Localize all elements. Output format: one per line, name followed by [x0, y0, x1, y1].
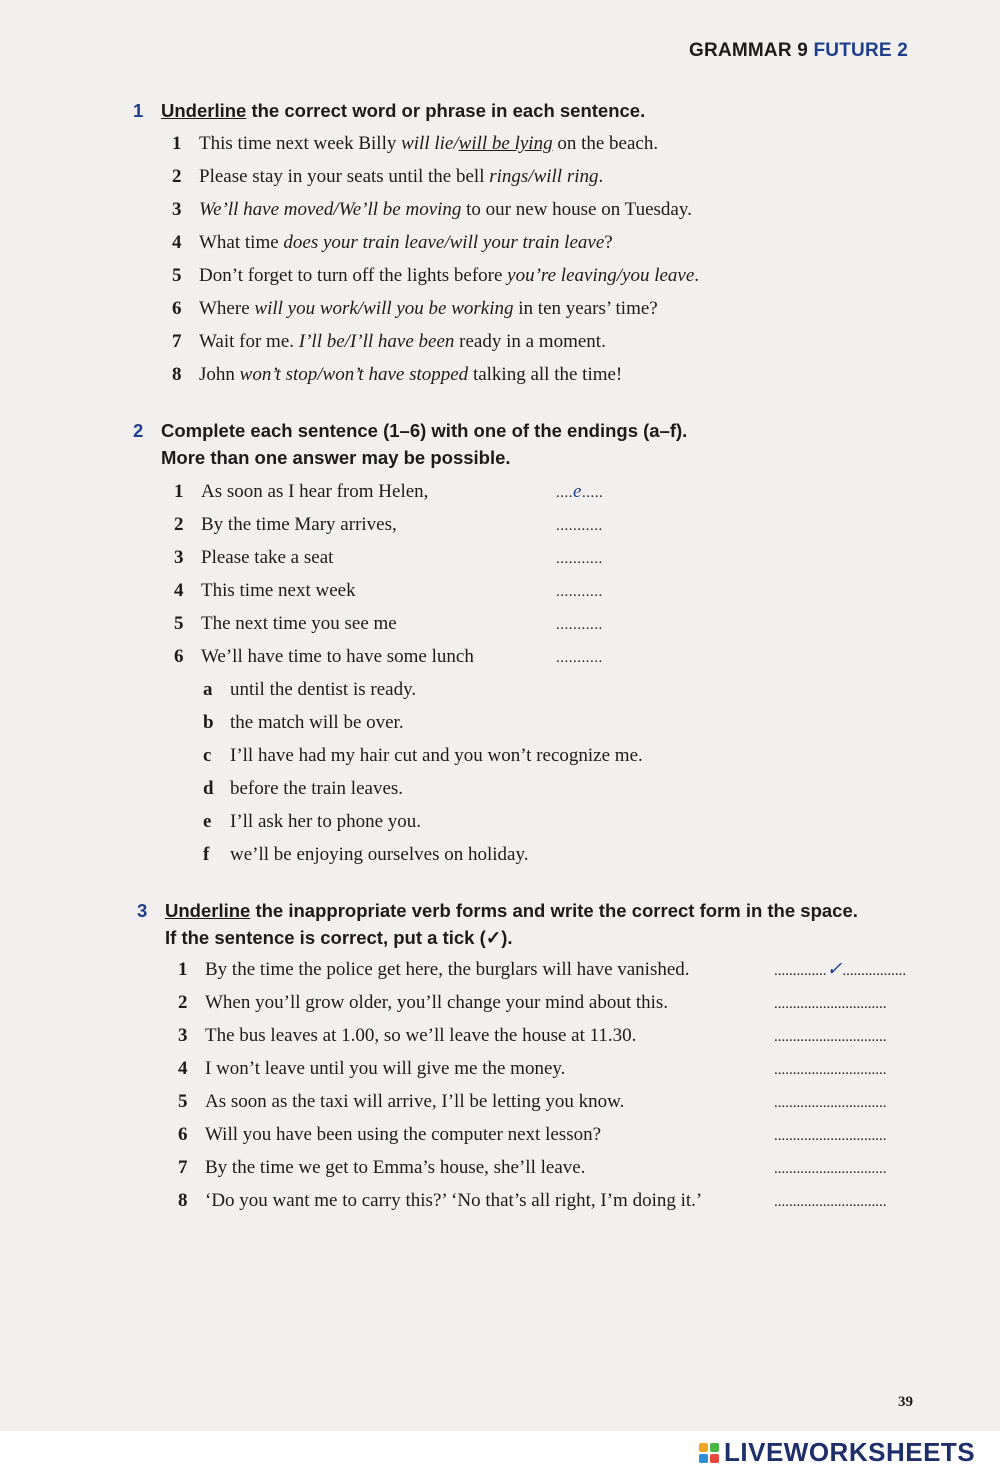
brand-logo [698, 1437, 975, 1468]
ex2-item [174, 513, 397, 537]
ending-text: I’ll have had my hair cut and you won’t recognize me. [230, 745, 643, 766]
item-text: The bus leaves at 1.00, so we’ll leave the house at 11.30. [205, 1025, 637, 1046]
ex3-instruction-line2: If the sentence is correct, put a tick (✓). [165, 927, 513, 948]
answer-blank[interactable] [556, 482, 603, 503]
answer-blank[interactable] [556, 515, 603, 536]
item-text-end: . [598, 166, 604, 187]
ex1-item [172, 198, 692, 222]
ex1-item [172, 264, 699, 288]
item-number: 7 [172, 331, 182, 352]
ex2-ending [203, 711, 404, 735]
ex1-instruction-rest: the correct word or phrase in each sentence. [246, 100, 646, 121]
blank-dots: .............................. [774, 1128, 887, 1144]
answer-blank[interactable] [774, 1158, 887, 1179]
answer-blank[interactable] [556, 647, 603, 668]
item-text: This time next week Billy [199, 133, 402, 154]
ending-text: until the dentist is ready. [230, 679, 417, 700]
header-accent: FUTURE 2 [813, 40, 908, 61]
item-text-end: on the beach. [552, 133, 659, 154]
item-number: 2 [178, 992, 188, 1013]
item-text: Wait for me. [199, 331, 299, 352]
ex1-item [172, 297, 658, 321]
item-choice[interactable]: I’ll be/I’ll have been [298, 331, 455, 352]
page-number: 39 [898, 1394, 913, 1410]
ending-letter: b [203, 712, 214, 733]
ex1-item [172, 330, 606, 354]
item-text: Don’t forget to turn off the lights before [199, 265, 508, 286]
ex1-item [172, 132, 658, 156]
blank-dots: .............................. [774, 1062, 887, 1078]
item-text: As soon as I hear from Helen, [201, 481, 429, 502]
item-choice-underlined[interactable]: will be lying [458, 133, 553, 154]
item-text: We’ll have time to have some lunch [201, 646, 474, 667]
ex1-item [172, 165, 603, 189]
item-text: The next time you see me [201, 613, 397, 634]
item-number: 6 [178, 1124, 188, 1145]
blank-dots: ........... [556, 617, 603, 633]
ex2-instruction [133, 417, 687, 471]
ex3-instruction-underline: Underline [165, 900, 251, 921]
ex3-item [178, 991, 668, 1015]
liveworksheets-logo-icon [698, 1442, 720, 1464]
ex2-item [174, 480, 428, 504]
item-number: 8 [178, 1190, 188, 1211]
item-text-end: ready in a moment. [454, 331, 606, 352]
item-text: As soon as the taxi will arrive, I’ll be letting you know. [205, 1091, 625, 1112]
ex1-item [172, 231, 613, 255]
item-choice[interactable]: won’t stop/won’t have stopped [239, 364, 469, 385]
blank-dots: .............................. [774, 1194, 887, 1210]
blank-dots: .............................. [774, 1029, 887, 1045]
item-number: 6 [172, 298, 182, 319]
item-text: By the time the police get here, the burglars will have vanished. [205, 959, 690, 980]
item-number: 4 [174, 580, 184, 601]
ex2-ending [203, 843, 528, 867]
ending-letter: c [203, 745, 212, 766]
ex3-item [178, 1123, 601, 1147]
item-text: ‘Do you want me to carry this?’ ‘No that’s all right, I’m doing it.’ [205, 1190, 703, 1211]
answer-blank[interactable] [556, 548, 603, 569]
handwritten-answer: ✓ [826, 959, 843, 980]
answer-blank[interactable] [556, 581, 603, 602]
item-number: 1 [172, 133, 182, 154]
item-number: 3 [178, 1025, 188, 1046]
blank-dots: ........... [556, 518, 603, 534]
ending-text: before the train leaves. [230, 778, 404, 799]
ex1-instruction [133, 97, 645, 124]
ending-letter: f [203, 844, 210, 865]
item-choice[interactable]: will lie/ [401, 133, 459, 154]
item-number: 7 [178, 1157, 188, 1178]
ex2-item [174, 546, 333, 570]
item-text: When you’ll grow older, you’ll change your mind about this. [205, 992, 669, 1013]
ex2-item [174, 612, 397, 636]
ex1-instruction-underline: Underline [161, 100, 247, 121]
ex2-ending [203, 678, 416, 702]
page-header [689, 40, 908, 62]
ex1-number: 1 [133, 100, 144, 121]
ex2-instruction-line1: Complete each sentence (1–6) with one of the endings (a–f). [161, 420, 688, 441]
answer-blank[interactable] [774, 1026, 887, 1047]
blank-dots: .............. [774, 963, 827, 979]
item-number: 2 [174, 514, 184, 535]
item-number: 1 [178, 959, 188, 980]
item-text: This time next week [201, 580, 356, 601]
item-text: Please stay in your seats until the bell [199, 166, 490, 187]
item-text: By the time Mary arrives, [201, 514, 397, 535]
answer-blank[interactable] [774, 1092, 887, 1113]
ex2-ending [203, 810, 421, 834]
ex2-instruction-line2: More than one answer may be possible. [161, 447, 511, 468]
header-main: GRAMMAR 9 [689, 40, 809, 61]
item-text-end: . [694, 265, 700, 286]
ex2-item [174, 645, 474, 669]
item-text: John [199, 364, 240, 385]
item-number: 1 [174, 481, 184, 502]
handwritten-answer: e [573, 481, 582, 502]
item-choice[interactable]: We’ll have moved/We’ll be moving [199, 199, 462, 220]
item-text: What time [199, 232, 284, 253]
item-number: 5 [172, 265, 182, 286]
ending-letter: d [203, 778, 214, 799]
ex1-item [172, 363, 622, 387]
blank-dots: .... [556, 485, 573, 501]
ex3-item [178, 1156, 585, 1180]
ex2-item [174, 579, 356, 603]
blank-dots: ........... [556, 584, 603, 600]
ex2-number: 2 [133, 420, 144, 441]
answer-blank[interactable] [774, 1191, 887, 1212]
item-number: 3 [174, 547, 184, 568]
ex3-item [178, 1024, 636, 1048]
answer-blank[interactable] [556, 614, 603, 635]
blank-dots: ..... [581, 485, 604, 501]
ex2-ending [203, 777, 403, 801]
blank-dots: .............................. [774, 1095, 887, 1111]
item-choice[interactable]: does your train leave/will your train leave [283, 232, 605, 253]
item-choice[interactable]: will you work/will you be working [254, 298, 514, 319]
answer-blank[interactable] [774, 1125, 887, 1146]
item-number: 3 [172, 199, 182, 220]
item-number: 6 [174, 646, 184, 667]
ex3-item [178, 1057, 565, 1081]
ending-text: I’ll ask her to phone you. [230, 811, 422, 832]
blank-dots: .............................. [774, 1161, 887, 1177]
ending-text: we’ll be enjoying ourselves on holiday. [230, 844, 529, 865]
blank-dots: ........... [556, 650, 603, 666]
blank-dots: .............................. [774, 996, 887, 1012]
ex2-ending [203, 744, 643, 768]
blank-dots: ........... [556, 551, 603, 567]
item-text: Please take a seat [201, 547, 334, 568]
brand-name: LIVEWORKSHEETS [724, 1437, 976, 1467]
item-text-end: ? [604, 232, 613, 253]
ending-text: the match will be over. [230, 712, 404, 733]
item-text: I won’t leave until you will give me the money. [205, 1058, 566, 1079]
item-number: 5 [174, 613, 184, 634]
ex3-item [178, 958, 690, 982]
answer-blank[interactable] [774, 993, 887, 1014]
item-text: Where [199, 298, 255, 319]
answer-blank[interactable] [774, 960, 906, 981]
item-text: Will you have been using the computer next lesson? [205, 1124, 602, 1145]
item-number: 8 [172, 364, 182, 385]
ex3-instruction [137, 897, 858, 951]
item-number: 4 [178, 1058, 188, 1079]
ex3-number: 3 [137, 900, 148, 921]
ex3-item [178, 1090, 624, 1114]
item-number: 4 [172, 232, 182, 253]
item-text-end: to our new house on Tuesday. [461, 199, 692, 220]
item-choice[interactable]: rings/will ring [489, 166, 599, 187]
item-choice[interactable]: you’re leaving/you leave [507, 265, 695, 286]
ex3-instruction-rest: the inappropriate verb forms and write the correct form in the space. [250, 900, 858, 921]
item-number: 5 [178, 1091, 188, 1112]
item-text-end: in ten years’ time? [513, 298, 658, 319]
ending-letter: e [203, 811, 212, 832]
blank-dots: ................. [842, 963, 907, 979]
item-number: 2 [172, 166, 182, 187]
item-text: By the time we get to Emma’s house, she’ll leave. [205, 1157, 586, 1178]
item-text-end: talking all the time! [468, 364, 623, 385]
ending-letter: a [203, 679, 213, 700]
ex3-item [178, 1189, 702, 1213]
answer-blank[interactable] [774, 1059, 887, 1080]
